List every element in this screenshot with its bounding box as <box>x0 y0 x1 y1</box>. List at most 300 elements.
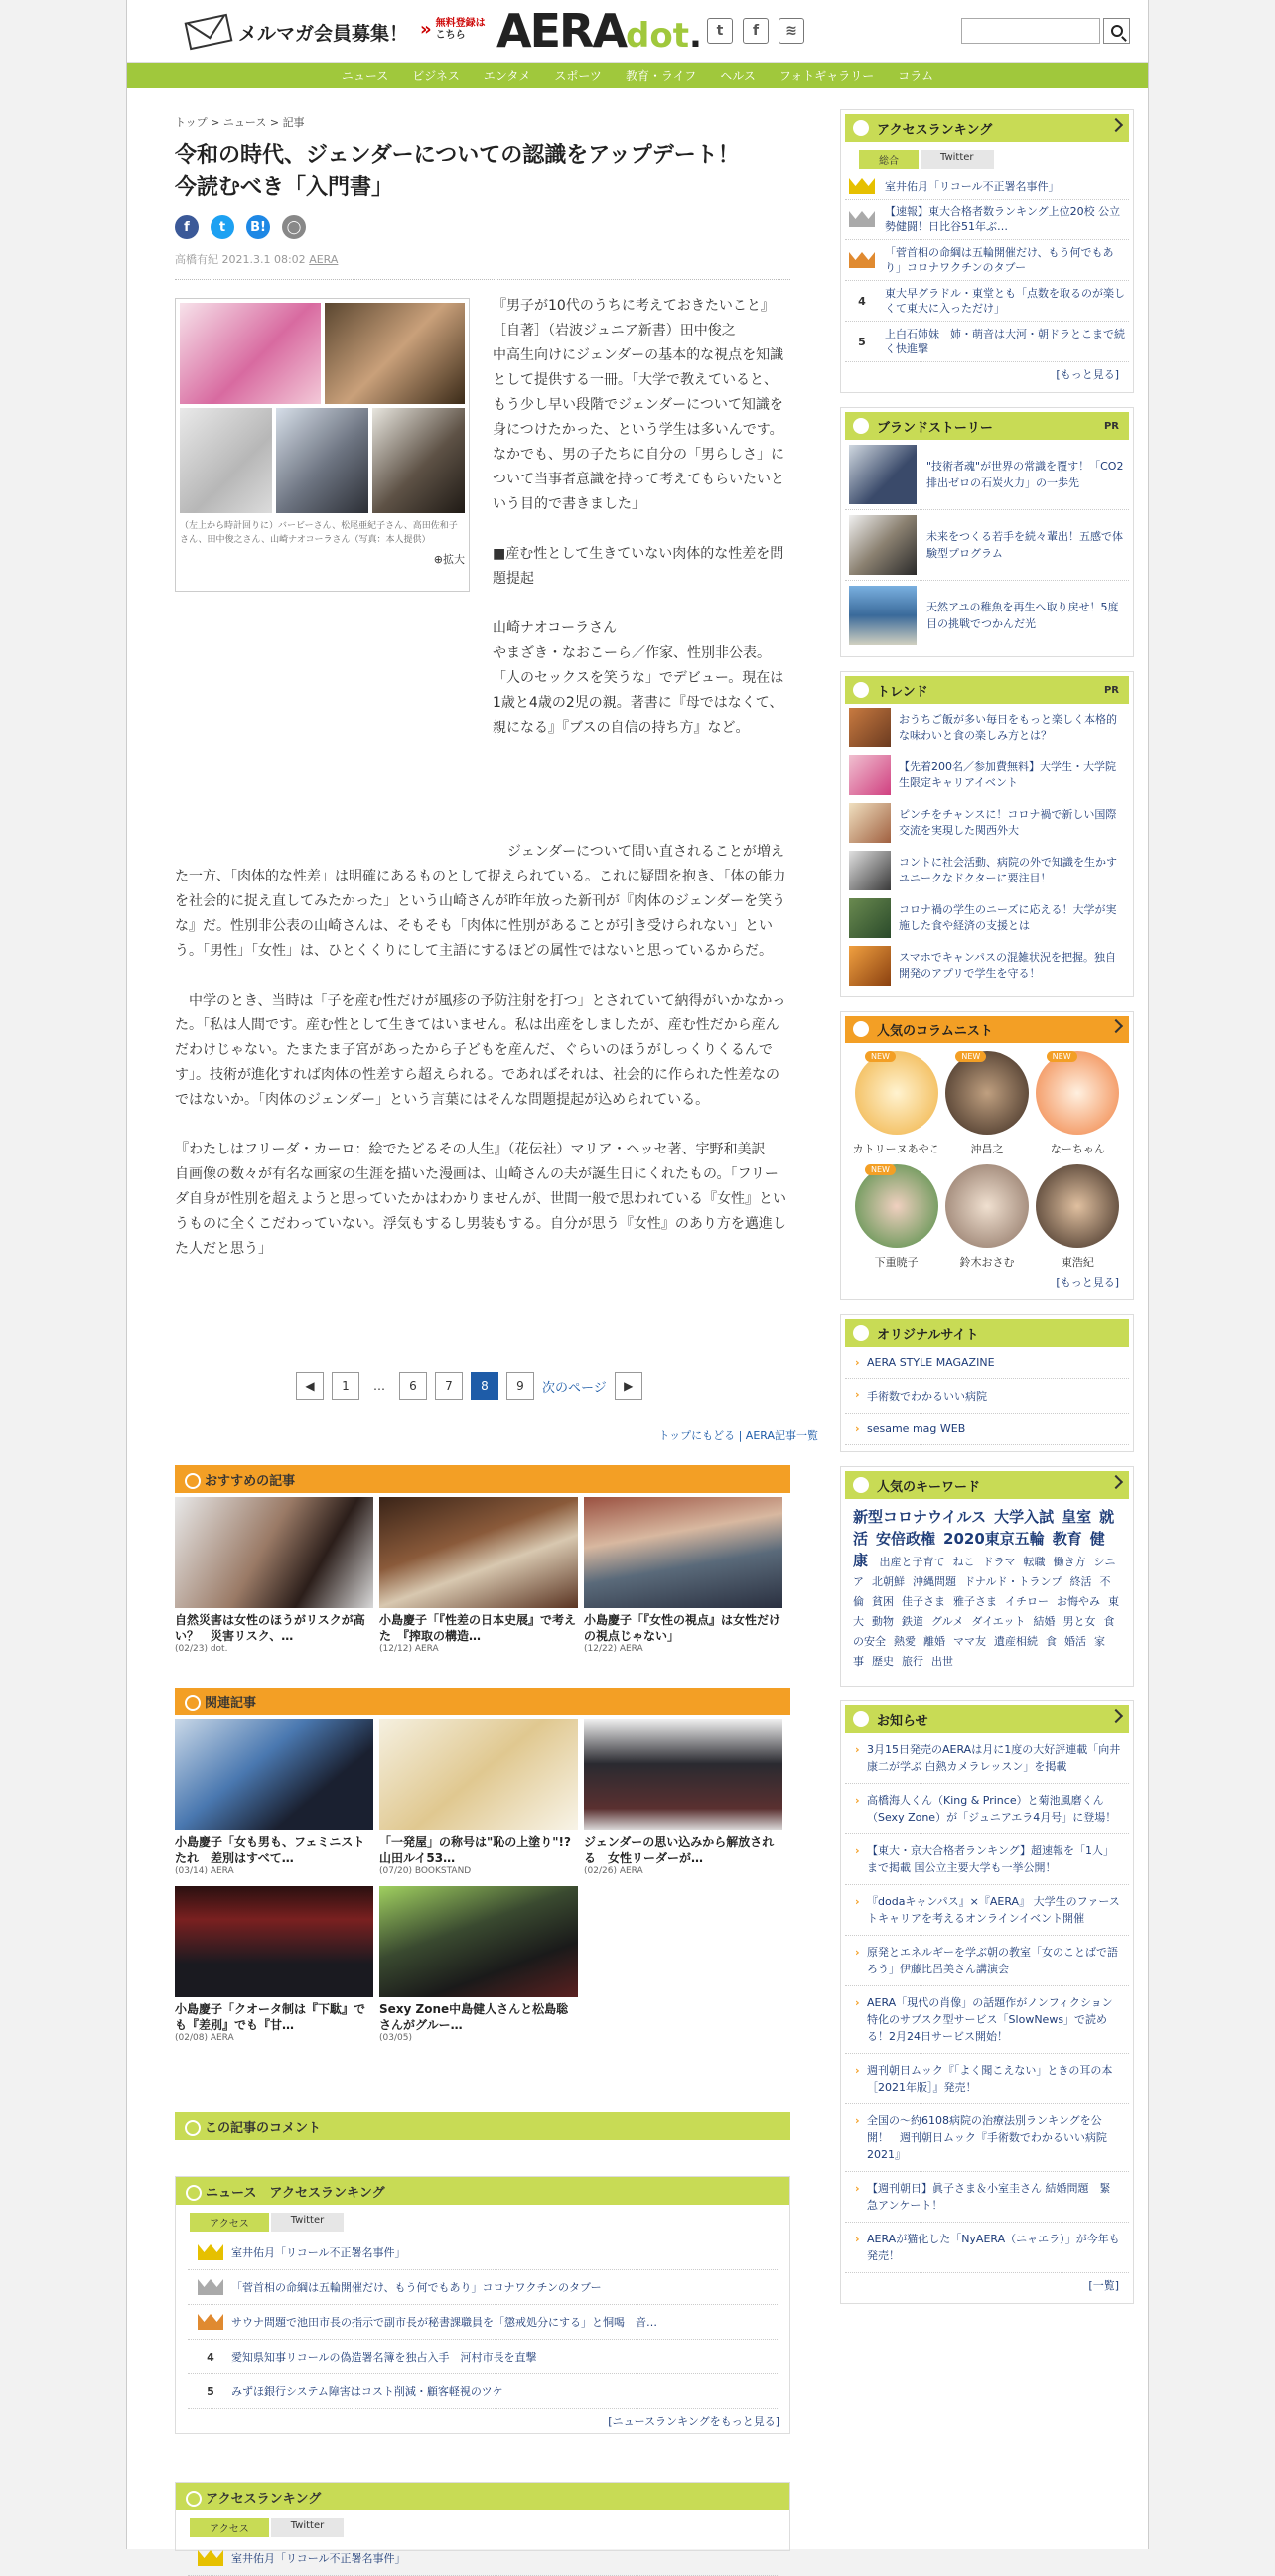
new-badge: NEW <box>865 1164 896 1175</box>
columnist-more[interactable]: [もっと見る] <box>1056 1276 1119 1288</box>
notice-item[interactable]: › 高橋海人くん（King & Prince）と菊池風磨くん（Sexy Zone）が「ジュニアエラ4月号」に登場！ <box>845 1784 1129 1834</box>
brand-thumb <box>849 586 917 645</box>
notice-item[interactable]: › 原発とエネルギーを学ぶ朝の教室「女のことばで語ろう」伊藤比呂美さん講演会 <box>845 1936 1129 1986</box>
keywords-title: 人気のキーワード <box>877 1479 981 1495</box>
nav-item[interactable]: エンタメ <box>483 68 531 83</box>
notice-item[interactable]: › 週刊朝日ムック『「よく聞こえない」ときの耳の本［2021年版］』発売！ <box>845 2054 1129 2104</box>
recommend-card[interactable] <box>584 1497 782 1654</box>
trend-title: トレンド <box>877 684 928 700</box>
trend-title: ピンチをチャンスに！コロナ禍で新しい国際交流を実現した関西外大 <box>899 808 1117 837</box>
keyword-link[interactable]: シニア <box>853 1556 1116 1588</box>
rank-number: 5 <box>207 2384 214 2398</box>
original-header <box>845 1319 1129 1347</box>
related-card[interactable] <box>379 1886 578 2043</box>
body-paragraph: 中学のとき、当時は「子を産む性だけが風疹の予防注射を打つ」とされていて納得がいかなかった。「私は人間です。産む性として生きてはいません。私は出産をしましたが、産む性だから産んだわけじゃない。たまたま子宮があったから子どもを産んだ、ぐらいのほうがしっくりくるんです」。技術が進化すれば肉体の性差すら超えられる。であればそれは、社会的に作られた性差なのではないか。「肉体のジェンダー」という言葉にはそんな問題提起が込められている。 <box>175 993 786 1108</box>
original-title: オリジナルサイト <box>877 1327 979 1343</box>
trend-item[interactable] <box>845 847 1129 894</box>
next-page-button[interactable]: ▶ <box>615 1372 642 1400</box>
zoom-icon: ⊕ <box>433 553 443 566</box>
breadcrumb-current: 記事 <box>282 116 305 129</box>
pagination <box>296 1372 642 1400</box>
page-link[interactable]: 7 <box>435 1372 463 1400</box>
card-title: Sexy Zone中島健人さんと松島聡さんがグルー… <box>379 2002 569 2032</box>
brand-story <box>840 407 1134 657</box>
trend-thumb <box>849 851 891 890</box>
card-title: 小島慶子「女も男も、フェミニストたれ 差別はすべて… <box>175 1835 365 1865</box>
crown-gold-icon <box>198 2244 223 2260</box>
keyword-link[interactable]: 遺産相続 <box>994 1635 1038 1648</box>
ranking-item[interactable] <box>188 2541 778 2576</box>
comments-header: この記事のコメント <box>175 2112 790 2140</box>
recommend-card[interactable] <box>175 1497 373 1654</box>
ranking-item[interactable] <box>188 2340 778 2374</box>
zoom-link[interactable] <box>180 551 465 567</box>
keyword-link[interactable]: 大学入試 <box>994 1508 1055 1526</box>
keyword-link[interactable]: 東大 <box>853 1595 1119 1628</box>
search-input[interactable] <box>961 18 1100 44</box>
keyword-link[interactable]: 終活 <box>1069 1575 1092 1588</box>
free-register-link[interactable] <box>420 18 486 42</box>
nav-item[interactable]: ビジネス <box>412 68 460 83</box>
envelope-icon <box>185 14 233 51</box>
keyword-link[interactable]: 雅子さま <box>953 1595 997 1608</box>
keyword-link[interactable]: 佳子さま <box>902 1595 945 1608</box>
pen-icon <box>853 1021 869 1037</box>
arrow-icon: » <box>420 19 432 40</box>
globe-icon <box>853 1325 869 1341</box>
keyword-link[interactable]: 就活 <box>853 1508 1115 1548</box>
prev-page-button[interactable]: ◀ <box>296 1372 324 1400</box>
keyword-link[interactable]: 転職 <box>1023 1556 1046 1568</box>
columnist-avatar <box>945 1051 1029 1135</box>
nav-item[interactable]: ヘルス <box>720 68 756 83</box>
body-paragraph: 自画像の数々が有名な画家の生涯を描いた漫画は、山崎さんの夫が誕生日にくれたもの。「フリーダ自身が性別を超えようと思っていたかはわかりませんが、世間一般で思われている『女性』というものに全くこだわっていない。浮気もするし男装もする。自分が思う『女性』のあり方を邁進した人だと思う」 <box>175 1166 786 1257</box>
side-ranking-more[interactable]: [もっと見る] <box>1056 368 1119 381</box>
trend-item[interactable] <box>845 751 1129 799</box>
brand-item[interactable] <box>845 581 1129 650</box>
crown-gold-icon <box>198 2550 223 2566</box>
keyword-link[interactable]: 北朝鮮 <box>872 1575 905 1588</box>
ranking-title: 室井佑月「リコール不正署名事件」 <box>231 2246 406 2259</box>
columnist-item[interactable] <box>1033 1164 1123 1270</box>
keyword-link[interactable]: 貧困 <box>872 1595 894 1608</box>
columnist-avatar <box>945 1164 1029 1248</box>
keyword-link[interactable]: 旅行 <box>902 1655 923 1668</box>
ranking-title: みずほ銀行システム障害はコスト削減・顧客軽視のツケ <box>231 2385 503 2398</box>
ranking-title: 【速報】東大合格者数ランキング上位20校 公立勢健闘！日比谷51年ぶ… <box>885 205 1121 233</box>
card-meta: (02/23) dot. <box>175 1644 228 1654</box>
person-icon <box>853 682 869 698</box>
brand-item[interactable] <box>845 440 1129 510</box>
notice-header[interactable] <box>845 1705 1129 1733</box>
card-image <box>175 1886 373 1997</box>
keywords <box>840 1466 1134 1687</box>
next-page-link[interactable]: 次のページ <box>542 1380 607 1396</box>
card-title: 小島慶子「『女性の視点』は女性だけの視点じゃない」 <box>584 1613 781 1643</box>
columnist-item[interactable] <box>1033 1051 1123 1156</box>
trend-title: おうちご飯が多い毎日をもっと楽しく本格的な味わいと食の楽しみ方とは？ <box>899 713 1117 742</box>
ranking-item[interactable] <box>845 173 1129 200</box>
side-ranking-title: アクセスランキング <box>877 122 993 138</box>
columnist <box>840 1011 1134 1300</box>
pr-label: PR <box>1103 420 1119 432</box>
crown-silver-icon <box>198 2279 223 2295</box>
article-body <box>175 840 790 1287</box>
related-header: 関連記事 <box>175 1688 790 1715</box>
news-ranking-section <box>175 2176 790 2434</box>
hatena-share-icon[interactable]: B! <box>246 215 270 239</box>
page-link[interactable]: 9 <box>506 1372 534 1400</box>
brand-thumb <box>849 515 917 575</box>
ranking-more-link[interactable]: [ニュースランキングをもっと見る] <box>608 2415 779 2428</box>
trend-thumb <box>849 708 891 747</box>
trend-item[interactable] <box>845 799 1129 847</box>
card-image <box>584 1719 782 1830</box>
ranking-title: サウナ問題で池田市長の指示で副市長が秘書課職員を「懲戒処分にする」と恫喝 音… <box>231 2316 657 2329</box>
photo-barbie <box>180 303 321 404</box>
keyword-cloud <box>845 1499 1129 1680</box>
keyword-link[interactable]: 家事 <box>853 1635 1105 1668</box>
zoom-label: 拡大 <box>443 553 465 566</box>
trend-title: スマホでキャンパスの混雑状況を把握。独自開発のアプリで学生を守る！ <box>899 951 1117 980</box>
card-title: 「一発屋」の称号は"恥の上塗り"!? 山田ルイ53… <box>379 1835 583 1865</box>
photo-takada <box>372 408 465 513</box>
keywords-header[interactable] <box>845 1471 1129 1499</box>
page-link[interactable]: 1 <box>332 1372 359 1400</box>
article-title: 令和の時代、ジェンダーについての認識をアップデート！ 今読むべき「入門書」 <box>175 143 762 200</box>
twitter-icon[interactable]: t <box>707 18 733 44</box>
notice-more[interactable]: [一覧] <box>1088 2279 1119 2292</box>
tab-twitter[interactable]: Twitter <box>271 2518 345 2537</box>
facebook-share-icon[interactable]: f <box>175 215 199 239</box>
new-badge: NEW <box>865 1051 896 1062</box>
keyword-link[interactable]: 歴史 <box>872 1655 894 1668</box>
nav-item[interactable]: ニュース <box>341 68 389 83</box>
columnist-header[interactable] <box>845 1016 1129 1043</box>
person-profile: やまざき・なおこーら／作家、性別非公表。「人のセックスを笑うな」でデビュー。現在は1歳と4歳の2児の親。著書に『母ではなくて、親になる』『ブスの自信の持ち方』など。 <box>493 645 784 736</box>
columnist-name: 東浩紀 <box>1061 1256 1094 1269</box>
byline: 高橋有紀 <box>175 253 218 266</box>
card-image <box>379 1719 578 1830</box>
card-meta: (07/20) BOOKSTAND <box>379 1866 472 1876</box>
body-paragraph: ジェンダーについて問い直されることが増えた一方、「肉体的な性差」は明確にあるものとして捉えられている。これに疑問を抱き、「体の能力を社会的に捉え直してみたかった」という山崎さんが昨年放った新刊が『肉体のジェンダーを笑うな』だ。性別非公表の山崎さんは、そもそも「肉体に性別があることが引き受けられない」という。「男性」「女性」は、ひとくくりにして主語にするほどの属性ではないと思っているからだ。 <box>175 844 786 959</box>
card-image <box>175 1719 373 1830</box>
nav-item[interactable]: 教育・ライフ <box>625 68 697 83</box>
person-icon <box>853 418 869 434</box>
brand-story-header <box>845 412 1129 440</box>
ranking-title: 上白石姉妹 姉・萌音は大河・朝ドラとこまで続く快進撃 <box>885 328 1125 355</box>
photo-tanaka <box>276 408 368 513</box>
ranking-item[interactable] <box>188 2270 778 2305</box>
card-meta: (02/08) AERA <box>175 2033 234 2043</box>
rank-number: 4 <box>858 294 866 308</box>
photo-yamazaki <box>180 408 272 513</box>
ranking-item[interactable] <box>845 240 1129 281</box>
sidebar <box>840 109 1134 2318</box>
brand-item[interactable] <box>845 510 1129 581</box>
card-meta: (02/26) AERA <box>584 1866 643 1876</box>
logo-dot: dot <box>626 16 689 56</box>
keyword-link[interactable]: 安倍政権 <box>876 1530 936 1548</box>
trend-thumb <box>849 803 891 843</box>
bottom-ranking-header: アクセスランキング <box>176 2483 789 2510</box>
trend-thumb <box>849 946 891 986</box>
keyword-link[interactable]: 熱愛 <box>894 1635 916 1648</box>
related-card[interactable] <box>175 1719 373 1876</box>
share-buttons <box>175 215 818 239</box>
nav-item[interactable]: コラム <box>898 68 934 83</box>
back-to-top-links[interactable]: トップにもどる | AERA記事一覧 <box>658 1429 818 1442</box>
free-reg-line2: こちら <box>435 30 466 41</box>
tab-access[interactable]: アクセス <box>190 2518 269 2537</box>
side-ranking <box>840 109 1134 393</box>
keyword-link[interactable]: ダイエット <box>971 1615 1026 1628</box>
related-card[interactable] <box>175 1886 373 2043</box>
keyword-link[interactable]: 離婚 <box>923 1635 945 1648</box>
original-link[interactable]: › sesame mag WEB <box>845 1414 1129 1445</box>
brand-title: 天然アユの稚魚を再生へ取り戻せ！5度目の挑戦でつかんだ光 <box>926 601 1119 630</box>
ranking-title: 愛知県知事リコールの偽造署名簿を独占入手 河村市長を直撃 <box>231 2351 537 2364</box>
brand-title: "技術者魂"が世界の常識を覆す！「CO2排出ゼロの石炭火力」の一歩先 <box>926 460 1124 489</box>
page-link[interactable]: 6 <box>399 1372 427 1400</box>
trend-item[interactable] <box>845 704 1129 751</box>
comments-section <box>175 2112 790 2140</box>
columnist-avatar <box>855 1164 938 1248</box>
columnist-name: なーちゃん <box>1050 1143 1105 1155</box>
rank-number: 5 <box>858 335 866 348</box>
chevron-right-icon <box>1109 1475 1123 1489</box>
columnist-item[interactable] <box>941 1164 1032 1270</box>
article-meta <box>175 251 790 280</box>
ranking-title: 「菅首相の命綱は五輪開催だけ、もう何でもあり」コロナワクチンのタブー <box>885 246 1114 274</box>
rank-number: 4 <box>207 2350 214 2364</box>
keyword-link[interactable]: 食の安全 <box>853 1615 1115 1648</box>
nav-item[interactable]: フォトギャラリー <box>779 68 875 83</box>
pr-label: PR <box>1103 684 1119 696</box>
notice-item[interactable]: › 【週刊朝日】眞子さま＆小室圭さん 結婚問題 緊急アンケート！ <box>845 2172 1129 2223</box>
logo-aera: AERA <box>496 4 627 58</box>
trend-title: コントに社会活動、病院の外で知識を生かすユニークなドクターに要注目！ <box>899 856 1117 884</box>
site-logo[interactable] <box>496 4 702 63</box>
trend-title: 【先着200名／参加費無料】大学生・大学院生限定キャリアイベント <box>899 760 1116 789</box>
keyword-link[interactable]: お悔やみ <box>1057 1595 1100 1608</box>
card-title: 小島慶子「クオータ制は『下駄』でも『差別』でも『甘… <box>175 2002 366 2032</box>
keyword-link[interactable]: 教育 <box>1052 1530 1082 1548</box>
tab-twitter[interactable]: Twitter <box>921 150 994 169</box>
columnist-avatar <box>855 1051 938 1135</box>
logo-end: . <box>689 16 702 56</box>
nav-item[interactable]: スポーツ <box>554 68 602 83</box>
trend-thumb <box>849 898 891 938</box>
columnist-avatar <box>1036 1051 1119 1135</box>
publish-date: 2021.3.1 08:02 <box>221 253 306 266</box>
ranking-title: 東大早グラドル・東堂とも「点数を取るのが楽しくて東大に入っただけ」 <box>885 287 1125 315</box>
chevron-right-icon <box>1109 1709 1123 1723</box>
free-reg-line1: 無料登録は <box>435 18 486 29</box>
keyword-link[interactable]: 鉄道 <box>902 1615 923 1628</box>
original-sites <box>840 1314 1134 1452</box>
original-link[interactable]: › AERA STYLE MAGAZINE <box>845 1347 1129 1379</box>
notice-item[interactable]: › 3月15日発売のAERAは月に1度の大好評連載「向井康二が学ぶ 白熱カメラレッスン」を掲載 <box>845 1733 1129 1784</box>
crown-bronze-icon <box>849 252 875 268</box>
brand-title: 未来をつくる若手を続々輩出！五感で体験型プログラム <box>926 530 1123 560</box>
breadcrumb: トップ > ニュース > 記事 <box>175 116 305 129</box>
keyword-link[interactable]: 新型コロナウイルス <box>853 1508 987 1526</box>
related-card[interactable] <box>379 1719 583 1876</box>
site-header <box>127 0 1148 63</box>
mailmag-banner[interactable] <box>187 18 408 46</box>
tab-overall[interactable]: 総合 <box>859 150 919 169</box>
facebook-icon[interactable]: f <box>743 18 769 44</box>
crown-silver-icon <box>849 211 875 227</box>
ranking-title: 「菅首相の命綱は五輪開催だけ、もう何でもあり」コロナワクチンのタブー <box>231 2281 602 2294</box>
notice <box>840 1700 1134 2304</box>
ranking-item[interactable] <box>188 2374 778 2409</box>
columnist-name: カトリーヌあやこ <box>852 1143 940 1155</box>
recommend-section <box>175 1465 790 1654</box>
keyword-link[interactable]: 婚活 <box>1064 1635 1086 1648</box>
keyword-link[interactable]: 食 <box>1046 1635 1057 1648</box>
chevron-right-icon <box>1109 1019 1123 1033</box>
card-image <box>379 1497 578 1608</box>
related-card[interactable] <box>584 1719 782 1876</box>
target-icon <box>853 1477 869 1493</box>
search-button[interactable] <box>1103 18 1130 44</box>
notice-item[interactable]: › AERAが猫化した「NyAERA（ニャエラ）」が今年も発売！ <box>845 2223 1129 2273</box>
side-ranking-header[interactable] <box>845 114 1129 142</box>
keyword-link[interactable]: ドラマ <box>982 1556 1016 1568</box>
keyword-link[interactable]: 健康 <box>853 1530 1105 1569</box>
global-nav <box>127 63 1148 88</box>
person-name: 山崎ナオコーラさん <box>493 620 618 636</box>
new-badge: NEW <box>955 1051 986 1062</box>
columnist-name: 沖昌之 <box>970 1143 1004 1155</box>
mailmag-label: メルマガ会員募集！ <box>238 22 409 45</box>
recommend-card[interactable] <box>379 1497 578 1654</box>
columnist-avatar <box>1036 1164 1119 1248</box>
figure-caption: （左上から時計回りに）バービーさん、松尾亜紀子さん、高田佐和子さん、田中俊之さん、山崎ナオコーラさん（写真：本人提供） <box>180 521 458 545</box>
trend-item[interactable] <box>845 942 1129 990</box>
related-section <box>175 1688 790 2043</box>
card-meta: (03/14) AERA <box>175 1866 234 1876</box>
photo-matsuo <box>325 303 466 404</box>
card-meta: (03/05) <box>379 2033 412 2043</box>
tab-access[interactable]: アクセス <box>190 2213 269 2232</box>
body-book-title: 『わたしはフリーダ・カーロ：絵でたどるその人生』（花伝社）マリア・ヘッセ著、宇野和美訳 <box>175 1142 766 1157</box>
notice-item[interactable]: › 【東大・京大合格者ランキング】超速報を「1人」まで掲載 国公立主要大学も一挙公開！ <box>845 1834 1129 1885</box>
keyword-link[interactable]: 動物 <box>872 1615 894 1628</box>
keyword-link[interactable]: 出産と子育て <box>879 1556 945 1568</box>
recommend-header: おすすめの記事 <box>175 1465 790 1493</box>
brand-story-title: ブランドストーリー <box>877 420 993 436</box>
keyword-link[interactable]: グルメ <box>931 1615 964 1628</box>
columnist-title: 人気のコラムニスト <box>877 1023 993 1039</box>
bottom-ranking-section <box>175 2482 790 2565</box>
keyword-link[interactable]: 不倫 <box>853 1575 1111 1608</box>
keyword-link[interactable]: 2020東京五輪 <box>943 1530 1045 1548</box>
keyword-link[interactable]: 沖縄問題 <box>913 1575 956 1588</box>
keyword-link[interactable]: 出世 <box>931 1655 953 1668</box>
card-meta: (12/12) AERA <box>379 1644 439 1654</box>
columnist-item[interactable] <box>851 1051 941 1156</box>
trend <box>840 671 1134 997</box>
notice-title: お知らせ <box>877 1713 928 1729</box>
breadcrumb-top[interactable]: トップ <box>175 116 208 129</box>
brand-thumb <box>849 445 917 504</box>
article-side-text <box>493 294 790 741</box>
keyword-link[interactable]: ドナルド・トランプ <box>964 1575 1062 1588</box>
news-ranking-header: ニュース アクセスランキング <box>176 2177 789 2205</box>
ranking-item[interactable] <box>188 2305 778 2340</box>
notice-item[interactable]: › AERA「現代の肖像」の話題作がノンフィクション特化のサブスク型サービス「SlowNews」で読める！2月24日サービス開始！ <box>845 1986 1129 2054</box>
columnist-item[interactable] <box>941 1051 1032 1156</box>
ranking-item[interactable] <box>845 281 1129 322</box>
card-title: ジェンダーの思い込みから解放される 女性リーダーが… <box>584 1835 775 1865</box>
card-title: 小島慶子「『性差の日本史展』で考えた 『搾取の構造… <box>379 1613 577 1643</box>
card-image <box>584 1497 782 1608</box>
crown-gold-icon <box>849 178 875 194</box>
ranking-icon <box>853 120 869 136</box>
comment-icon[interactable]: ◯ <box>282 215 306 239</box>
ranking-item[interactable] <box>845 200 1129 240</box>
keyword-link[interactable]: ねこ <box>952 1556 975 1568</box>
columnist-name: 下重暁子 <box>874 1256 919 1269</box>
search-icon <box>1111 25 1123 37</box>
columnist-name: 鈴木おさむ <box>959 1256 1015 1269</box>
card-title: 自然災害は女性のほうがリスクが高い？ 災害リスク、… <box>175 1613 365 1643</box>
trend-item[interactable] <box>845 894 1129 942</box>
book-title: 『男子が10代のうちに考えておきたいこと』［自著］（岩波ジュニア新書）田中俊之 <box>493 298 775 339</box>
keyword-link[interactable]: イチロー <box>1005 1595 1049 1608</box>
keyword-link[interactable]: 男と女 <box>1062 1615 1096 1628</box>
columnist-item[interactable] <box>851 1164 941 1270</box>
new-badge: NEW <box>1047 1051 1077 1062</box>
rss-icon[interactable]: ≋ <box>779 18 804 44</box>
notice-item[interactable]: › 全国の〜約6108病院の治療法別ランキングを公開！ 週刊朝日ムック『手術数でわかるいい病院2021』 <box>845 2104 1129 2172</box>
card-image <box>175 1497 373 1608</box>
tab-twitter[interactable]: Twitter <box>271 2213 345 2232</box>
ranking-title: 室井佑月「リコール不正署名事件」 <box>231 2552 406 2565</box>
ranking-item[interactable] <box>845 322 1129 362</box>
keyword-link[interactable]: ママ友 <box>953 1635 986 1648</box>
crown-bronze-icon <box>198 2314 223 2330</box>
breadcrumb-news[interactable]: ニュース <box>222 116 267 129</box>
ranking-item[interactable] <box>188 2236 778 2270</box>
keyword-link[interactable]: 働き方 <box>1053 1556 1086 1568</box>
article-figure[interactable] <box>175 298 470 592</box>
sns-links <box>707 18 804 44</box>
page-ellipsis: … <box>373 1379 385 1393</box>
chevron-right-icon <box>1109 118 1123 132</box>
keyword-link[interactable]: 皇室 <box>1062 1508 1092 1526</box>
trend-header <box>845 676 1129 704</box>
original-link[interactable]: › 手術数でわかるいい病院 <box>845 1379 1129 1414</box>
card-image <box>379 1886 578 1997</box>
page-current: 8 <box>471 1372 498 1400</box>
book-description: 中高生向けにジェンダーの基本的な視点を知識として提供する一冊。「大学で教えていると、もう少し早い段階でジェンダーについて知識を身につけたかった、という学生は多いんです。なかでも、男の子たちに自分の「男らしさ」について当事者意識を持って考えてもらいたいという目的で書きました」 <box>493 347 784 512</box>
twitter-share-icon[interactable]: t <box>211 215 234 239</box>
trend-title: コロナ禍の学生のニーズに応える！大学が実施した食や経済の支援とは <box>899 903 1117 932</box>
notice-item[interactable]: › 『dodaキャンパス』×『AERA』 大学生のファーストキャリアを考えるオンラインイベント開催 <box>845 1885 1129 1936</box>
source-link[interactable]: AERA <box>309 253 339 266</box>
ranking-title: 室井佑月「リコール不正署名事件」 <box>885 179 1060 193</box>
main-column <box>175 109 818 2565</box>
info-icon <box>853 1711 869 1727</box>
trend-thumb <box>849 755 891 795</box>
page <box>126 0 1149 2565</box>
card-meta: (12/22) AERA <box>584 1644 643 1654</box>
keyword-link[interactable]: 結婚 <box>1033 1615 1056 1628</box>
